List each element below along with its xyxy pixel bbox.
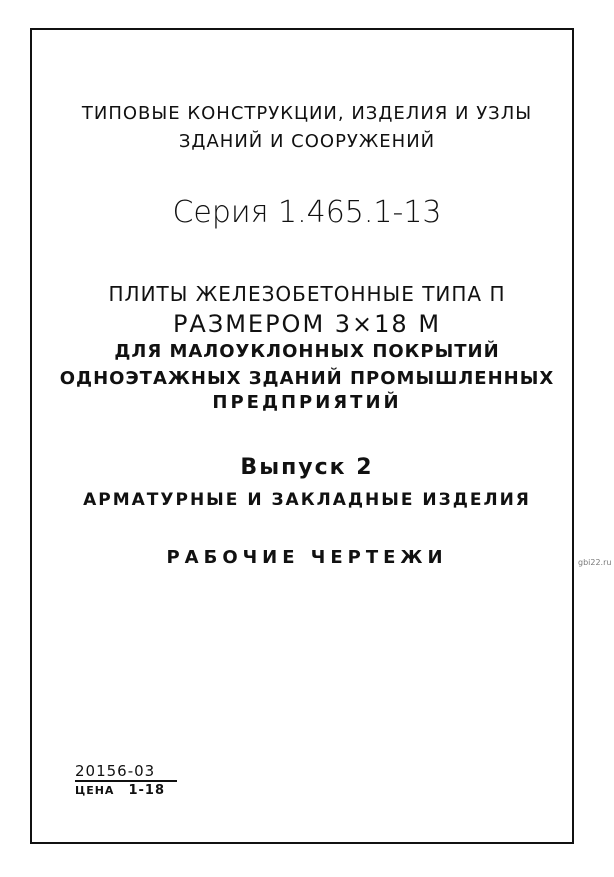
price-value: 1-18 bbox=[128, 783, 165, 798]
price-block bbox=[75, 783, 165, 798]
issue-subtitle: АРМАТУРНЫЕ И ЗАКЛАДНЫЕ ИЗДЕЛИЯ bbox=[83, 490, 531, 510]
title-line-3: ДЛЯ МАЛОУКЛОННЫХ ПОКРЫТИЙ bbox=[114, 341, 500, 362]
header-line-1: ТИПОВЫЕ КОНСТРУКЦИИ, ИЗДЕЛИЯ И УЗЛЫ bbox=[81, 103, 533, 124]
working-drawings-label: РАБОЧИЕ ЧЕРТЕЖИ bbox=[166, 547, 448, 568]
title-line-1: ПЛИТЫ ЖЕЛЕЗОБЕТОННЫЕ ТИПА П bbox=[108, 282, 506, 306]
issue-number: Выпуск 2 bbox=[240, 455, 374, 480]
price-label: ЦЕНА bbox=[75, 784, 115, 797]
title-line-4: ОДНОЭТАЖНЫХ ЗДАНИЙ ПРОМЫШЛЕННЫХ bbox=[59, 368, 555, 389]
title-line-5: ПРЕДПРИЯТИЙ bbox=[212, 392, 402, 413]
header-line-2: ЗДАНИЙ И СООРУЖЕНИЙ bbox=[178, 131, 436, 152]
document-code: 20156-03 bbox=[75, 762, 177, 782]
series-number: Серия 1.465.1-13 bbox=[172, 195, 442, 230]
title-line-2: РАЗМЕРОМ 3×18 М bbox=[172, 310, 442, 338]
watermark: gbi22.ru bbox=[578, 558, 612, 567]
